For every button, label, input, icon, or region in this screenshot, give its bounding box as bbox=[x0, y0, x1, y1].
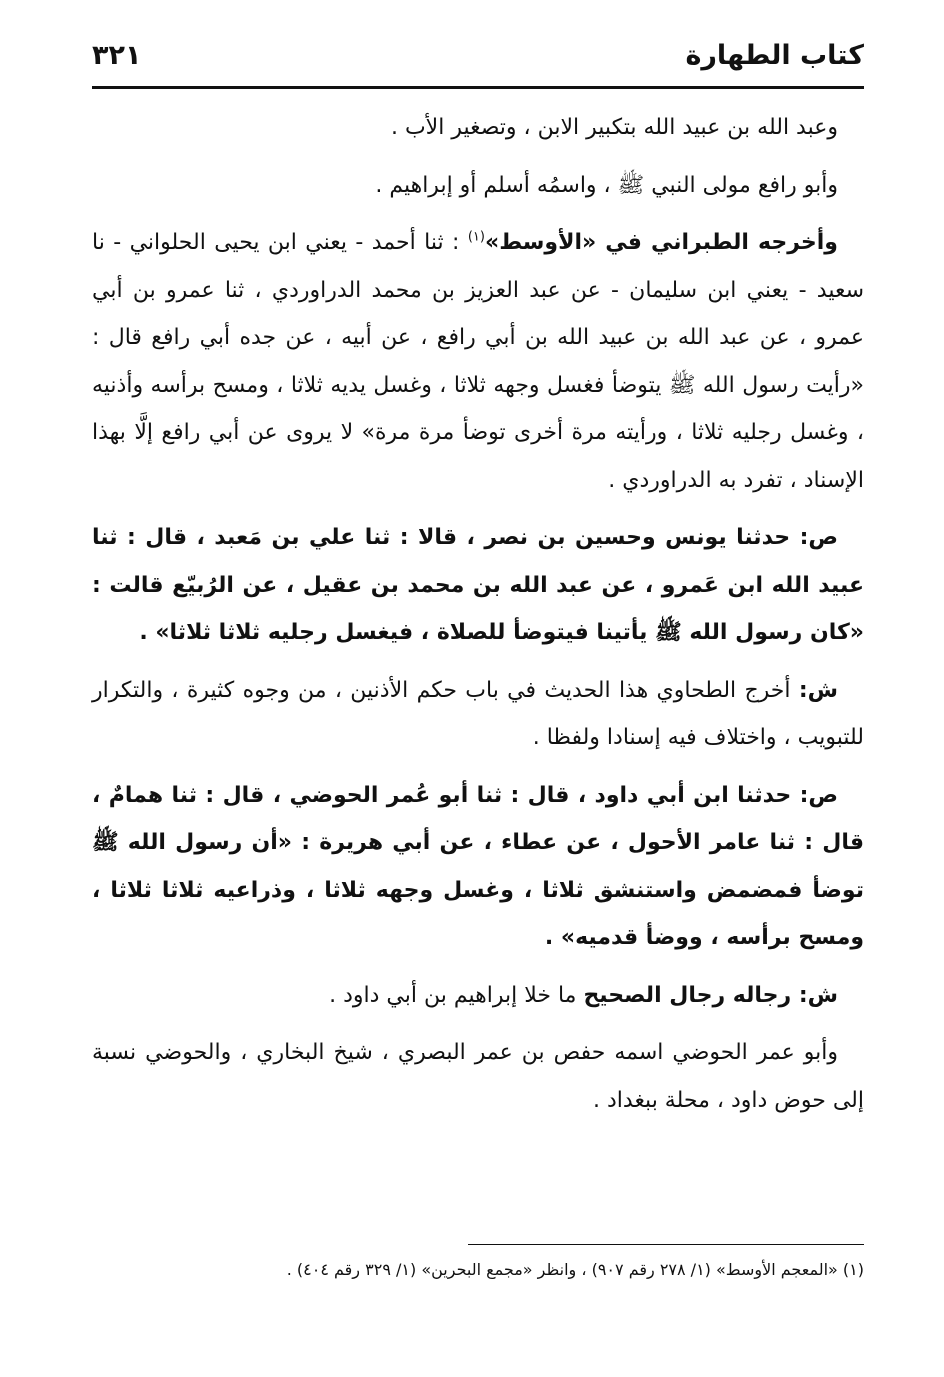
paragraph-lead: ش: bbox=[798, 677, 838, 703]
footnote: (١) «المعجم الأوسط» (١/ ٢٧٨ رقم ٩٠٧) ، وانظر «مجمع البحرين» (١/ ٣٢٩ رقم ٤٠٤) . bbox=[286, 1260, 864, 1279]
header-divider bbox=[92, 86, 864, 89]
paragraph-text: ما خلا إبراهيم بن أبي داود . bbox=[329, 982, 584, 1008]
paragraph-text: وعبد الله بن عبيد الله بتكبير الابن ، وتصغير الأب . bbox=[390, 115, 838, 140]
footnote-reference: (١) bbox=[467, 229, 485, 245]
paragraph-lead: وأخرجه الطبراني في «الأوسط» bbox=[484, 230, 838, 255]
paragraph-5 bbox=[92, 667, 864, 762]
paragraph-lead: ش: رجاله رجال الصحيح bbox=[583, 982, 838, 1008]
paragraph-2 bbox=[92, 162, 864, 210]
paragraph-8 bbox=[92, 1029, 864, 1124]
paragraph-4 bbox=[92, 514, 864, 657]
main-text bbox=[92, 104, 864, 1134]
footnote-divider bbox=[468, 1244, 864, 1245]
paragraph-text: أخرج الطحاوي هذا الحديث في باب حكم الأذنين ، من وجوه كثيرة ، والتكرار للتبويب ، واختلاف فيه إسنادا ولفظا . bbox=[92, 677, 864, 750]
chapter-title: كتاب الطهارة bbox=[685, 40, 864, 71]
paragraph-6 bbox=[92, 772, 864, 962]
paragraph-1 bbox=[92, 104, 864, 152]
paragraph-text: وأبو رافع مولى النبي ﷺ ، واسمُه أسلم أو إبراهيم . bbox=[375, 172, 838, 198]
paragraph-text: وأبو عمر الحوضي اسمه حفص بن عمر البصري ، شيخ البخاري ، والحوضي نسبة إلى حوض داود ، محلة ببغداد . bbox=[92, 1040, 864, 1113]
page-header bbox=[92, 36, 864, 84]
paragraph-3 bbox=[92, 219, 864, 504]
page-number: ٣٢١ bbox=[92, 40, 142, 71]
paragraph-text: : ثنا أحمد - يعني ابن يحيى الحلواني - نا سعيد - يعني ابن سليمان - عن عبد العزيز بن محمد الدراوردي ، ثنا عمرو بن أبي عمرو ، عن عبد الله بن عبيد الله بن أبي رافع ، عن أبيه ، عن جده أبي رافع قال : «رأيت رسول الله ﷺ يتوضأ فغسل وجهه ثلاثا ، وغسل يديه ثلاثا ، ومسح برأسه وأذنيه ، وغسل رجليه ثلاثا ، ورأيته مرة أخرى توضأ مرة مرة» لا يروى عن أبي رافع إلَّا بهذا الإسناد ، تفرد به الدراوردي . bbox=[92, 230, 864, 493]
paragraph-7 bbox=[92, 972, 864, 1020]
hadith-text: ص: حدثنا ابن أبي داود ، قال : ثنا أبو عُمر الحوضي ، قال : ثنا همامٌ ، قال : ثنا عامر الأحول ، عن عطاء ، عن أبي هريرة : «أن رسول الله ﷺ توضأ فمضمض واستنشق ثلاثا ، وغسل وجهه ثلاثا ، وذراعيه ثلاثا ثلاثا ، ومسح برأسه ، ووضأ قدميه» . bbox=[92, 782, 864, 950]
hadith-text: ص: حدثنا يونس وحسين بن نصر ، قالا : ثنا علي بن مَعبد ، قال : ثنا عبيد الله ابن عَمرو ، عن عبد الله بن محمد بن عقيل ، عن الرُبيّع قالت : «كان رسول الله ﷺ يأتينا فيتوضأ للصلاة ، فيغسل رجليه ثلاثا ثلاثا» . bbox=[92, 525, 864, 645]
